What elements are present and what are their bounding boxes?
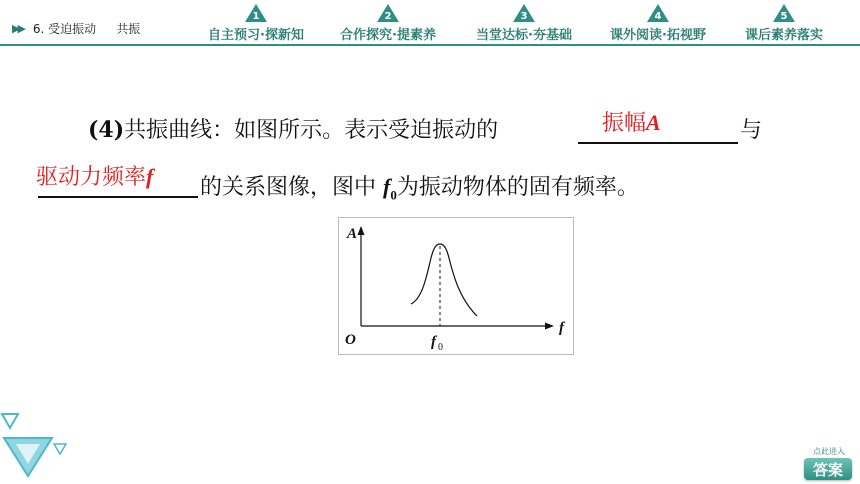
tab-label: 课后素养落实	[745, 28, 824, 43]
f0-symbol: f	[383, 174, 391, 199]
line2-text-a: 的关系图像，图中	[200, 175, 383, 200]
answer-driving-frequency	[36, 160, 153, 191]
answer-blank-1	[578, 142, 738, 144]
answer1-text: 振幅	[602, 111, 647, 136]
peak-label: f	[431, 334, 436, 350]
tab-number-badge: 2	[377, 4, 399, 22]
play-arrows-icon: ▶▶	[12, 22, 23, 35]
paragraph-line-2	[200, 170, 639, 203]
tab-number-badge: 4	[647, 4, 669, 22]
line2-text-b: 为振动物体的固有频率。	[396, 175, 639, 200]
tab-preview[interactable]	[208, 4, 304, 43]
x-axis-label: f	[559, 320, 564, 336]
resonance-curve-svg	[339, 218, 575, 356]
f0-subscript: 0	[390, 187, 397, 203]
origin-label: O	[345, 332, 356, 348]
tiny-triangle-icon	[54, 444, 66, 454]
tab-label: 自主预习·探新知	[208, 28, 304, 43]
y-axis-arrow	[358, 226, 365, 235]
tab-label: 课外阅读·拓视野	[610, 28, 706, 43]
decorative-triangles	[0, 410, 80, 484]
answer-button-label: 答案	[804, 458, 852, 480]
answer-button[interactable]	[804, 446, 854, 482]
y-axis-label: A	[347, 226, 358, 242]
answer2-text: 驱动力频率	[36, 165, 147, 190]
paragraph-line-1	[88, 113, 498, 144]
tab-number-badge: 3	[513, 4, 535, 22]
resonance-curve	[411, 244, 477, 316]
answer-hint: 点此进入	[813, 447, 845, 456]
breadcrumb-topic: 共振	[116, 22, 141, 36]
tab-practice[interactable]	[476, 4, 572, 43]
top-nav-bar	[0, 0, 860, 46]
line1-text: 共振曲线：如图所示。表示受迫振动的	[124, 118, 499, 143]
line1-end: 与	[740, 118, 763, 143]
tab-number-badge: 5	[773, 4, 795, 22]
header-divider	[0, 44, 860, 46]
item-number: (4)	[88, 117, 125, 143]
breadcrumb	[12, 20, 140, 37]
tab-homework[interactable]	[745, 4, 823, 43]
tab-explore[interactable]	[340, 4, 436, 43]
answer1-symbol: A	[646, 110, 661, 135]
resonance-curve-figure	[338, 217, 574, 355]
breadcrumb-section: 6. 受迫振动	[32, 22, 97, 36]
x-axis-arrow	[545, 323, 554, 330]
small-triangle-icon	[2, 414, 18, 428]
tab-label: 合作探究·提素养	[340, 28, 436, 43]
tab-reading[interactable]	[610, 4, 706, 43]
answer-blank-2	[38, 196, 198, 198]
answer2-symbol: f	[146, 164, 154, 189]
tab-number-badge: 1	[245, 4, 267, 22]
peak-label-sub: 0	[438, 342, 443, 353]
answer-amplitude	[602, 106, 661, 137]
tab-label: 当堂达标·夯基础	[476, 28, 572, 43]
